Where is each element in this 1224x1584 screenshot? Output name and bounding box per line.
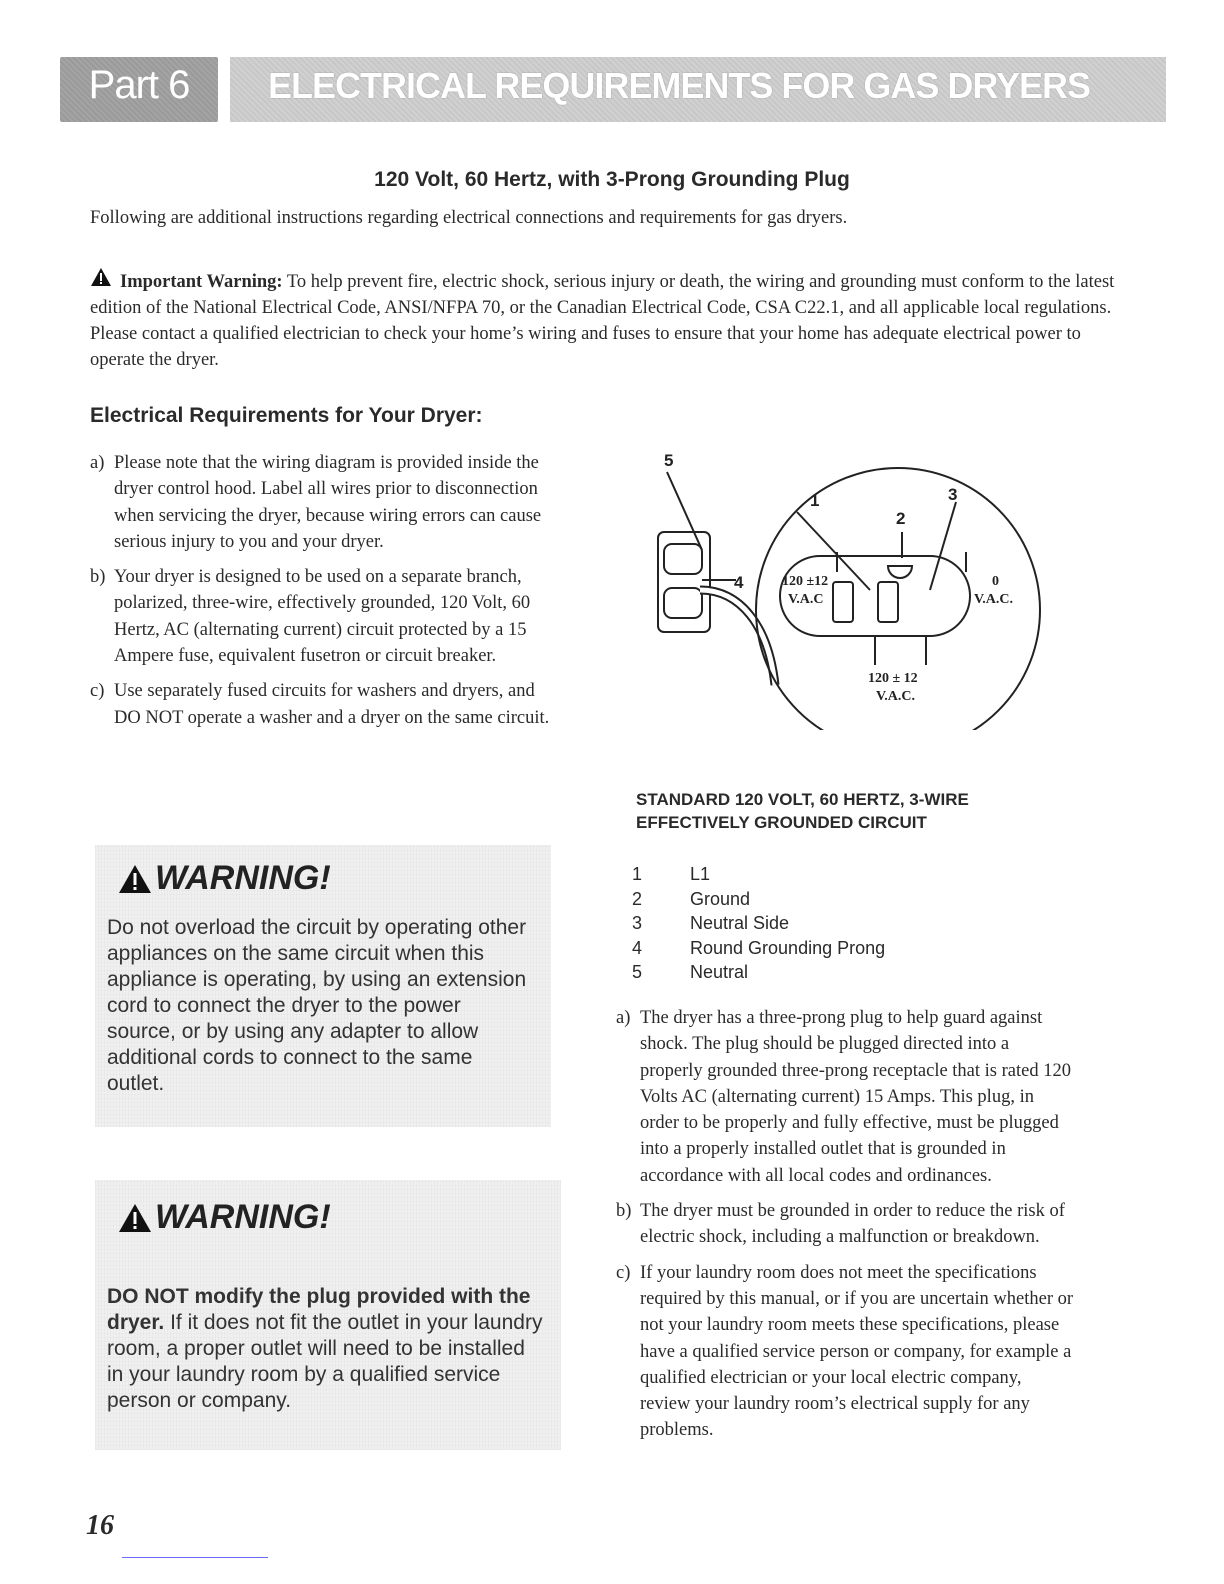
- legend-label: Ground: [690, 888, 751, 909]
- outlet-wiring-diagram: [630, 440, 1060, 730]
- voltage-left: 120 ±12: [782, 574, 829, 589]
- page-number: 16: [86, 1510, 114, 1541]
- outlet-socket: [664, 588, 702, 618]
- requirements-list: [90, 450, 550, 740]
- warning-triangle-icon: [117, 863, 153, 900]
- list-item-text: Please note that the wiring diagram is provided inside the dryer control hood. Label all wires prior to disconnection when servicing the dryer, because wiring errors can cause serious injury to you and your dryer.: [114, 453, 542, 552]
- legend-number: 2: [632, 888, 643, 909]
- callout-line-3: [930, 502, 956, 590]
- legend-number: 1: [632, 864, 643, 884]
- intro-text: Following are additional instructions regarding electrical connections and requirements for gas dryers.: [90, 208, 848, 228]
- voltage-bottom: 120 ± 12: [868, 671, 918, 686]
- receptacle-slot-l1: [833, 582, 853, 622]
- voltage-right: 0: [992, 574, 999, 589]
- list-item: [616, 1005, 1076, 1189]
- part-label: Part 6: [88, 63, 190, 107]
- important-warning-text: To help prevent fire, electric shock, serious injury or death, the wiring and grounding must conform to the latest edition of the National Electrical Code, ANSI/NFPA 70, or the Canadian Electrical Code, CSA C22.1, and all applicable local regulations. Please contact a qualified electrician to check your home’s wiring and fuses to ensure that your home has adequate electrical power to operate the dryer.: [90, 272, 1115, 370]
- callout-4: 4: [734, 573, 744, 592]
- voltage-bottom-unit: V.A.C.: [876, 689, 916, 704]
- list-item-text: If your laundry room does not meet the specifications required by this manual, or if you are uncertain whether or not your laundry room meets these specifications, please have a qualified service person or company, for example a qualified electrician or your local electric company, review your laundry room’s electrical supply for any problems.: [640, 1262, 1074, 1441]
- warning-title: WARNING!: [155, 1198, 331, 1236]
- legend-row: [632, 911, 885, 936]
- list-item-label: c): [90, 681, 105, 702]
- important-warning-label: Important Warning:: [120, 272, 283, 292]
- legend-label: Round Grounding Prong: [690, 937, 886, 958]
- section-heading: Electrical Requirements for Your Dryer:: [90, 404, 483, 427]
- footer-rule: [122, 1557, 268, 1558]
- callout-line-5: [667, 472, 702, 550]
- warning-text: Do not overload the circuit by operating other appliances on the same circuit when this appliance is operating, by using an extension cord to connect the dryer to the power source, or by using any adapter to allow additional cords to connect to the same outlet.: [107, 916, 527, 1095]
- legend-number: 4: [632, 937, 643, 958]
- legend-row: [632, 862, 885, 887]
- voltage-right-unit: V.A.C.: [974, 592, 1014, 607]
- list-item-label: b): [616, 1201, 632, 1222]
- warning-text: [107, 1284, 547, 1414]
- callout-5: 5: [664, 451, 674, 470]
- diagram-caption: STANDARD 120 VOLT, 60 HERTZ, 3-WIRE EFFECTIVELY GROUNDED CIRCUIT: [636, 790, 969, 832]
- warning-triangle-icon: [117, 1202, 153, 1239]
- list-item: [90, 678, 550, 731]
- plug-notes-list: [616, 1005, 1076, 1453]
- list-item-label: c): [616, 1262, 631, 1283]
- header-banner: [230, 57, 1166, 122]
- power-cord: [700, 590, 775, 685]
- warning-body-text: If it does not fit the outlet in your laundry room, a proper outlet will need to be installed in your laundry room by a qualified service person or company.: [107, 1311, 543, 1412]
- callout-1: 1: [810, 491, 820, 510]
- page-title: ELECTRICAL REQUIREMENTS FOR GAS DRYERS: [268, 65, 1091, 106]
- legend-row: [632, 936, 885, 961]
- subheading: 120 Volt, 60 Hertz, with 3-Prong Grounding Plug: [374, 168, 850, 191]
- warning-title: WARNING!: [155, 859, 331, 897]
- list-item: [90, 450, 550, 555]
- list-item: [616, 1198, 1076, 1251]
- warning-bold-text: DO NOT modify the plug provided with the dryer.: [107, 1285, 531, 1334]
- receptacle-slot-neutral: [878, 582, 898, 622]
- list-item-text: The dryer must be grounded in order to reduce the risk of electric shock, including a malfunction or breakdown.: [640, 1201, 1065, 1248]
- callout-2: 2: [896, 509, 906, 528]
- list-item-label: a): [90, 453, 105, 473]
- list-item: [90, 564, 550, 669]
- callout-3: 3: [948, 485, 958, 504]
- diagram-legend: [632, 862, 885, 985]
- list-item-text: Use separately fused circuits for washers and dryers, and DO NOT operate a washer and a dryer on the same circuit.: [114, 681, 550, 728]
- outlet-socket: [664, 544, 702, 574]
- list-item-text: Your dryer is designed to be used on a separate branch, polarized, three-wire, effectively grounded, 120 Volt, 60 Hertz, AC (alternating current) circuit protected by a 15 Ampere fuse, equivalent fusetron or circuit breaker.: [114, 567, 531, 667]
- legend-number: 5: [632, 962, 643, 982]
- warning-box-overload: [95, 845, 551, 1127]
- important-warning: [90, 267, 1120, 373]
- ground-hole: [888, 566, 912, 578]
- list-item: [616, 1260, 1076, 1444]
- legend-label: L1: [690, 864, 711, 884]
- list-item-text: The dryer has a three-prong plug to help guard against shock. The plug should be plugged directed into a properly grounded three-prong receptacle that is rated 120 Volts AC (alternating current) 15 Amps. This plug, in order to be properly and fully effective, must be plugged into a properly installed outlet that is grounded in accordance with all local codes and ordinances.: [640, 1008, 1071, 1186]
- legend-number: 3: [632, 913, 643, 933]
- legend-row: [632, 887, 885, 912]
- legend-row: [632, 960, 885, 985]
- part-tab: [60, 57, 218, 122]
- warning-box-plug: [95, 1180, 561, 1450]
- list-item-label: b): [90, 567, 106, 588]
- list-item-label: a): [616, 1008, 631, 1028]
- legend-label: Neutral: [690, 962, 749, 982]
- legend-label: Neutral Side: [690, 913, 790, 933]
- warning-triangle-icon: [90, 267, 120, 295]
- voltage-left-unit: V.A.C: [788, 592, 824, 607]
